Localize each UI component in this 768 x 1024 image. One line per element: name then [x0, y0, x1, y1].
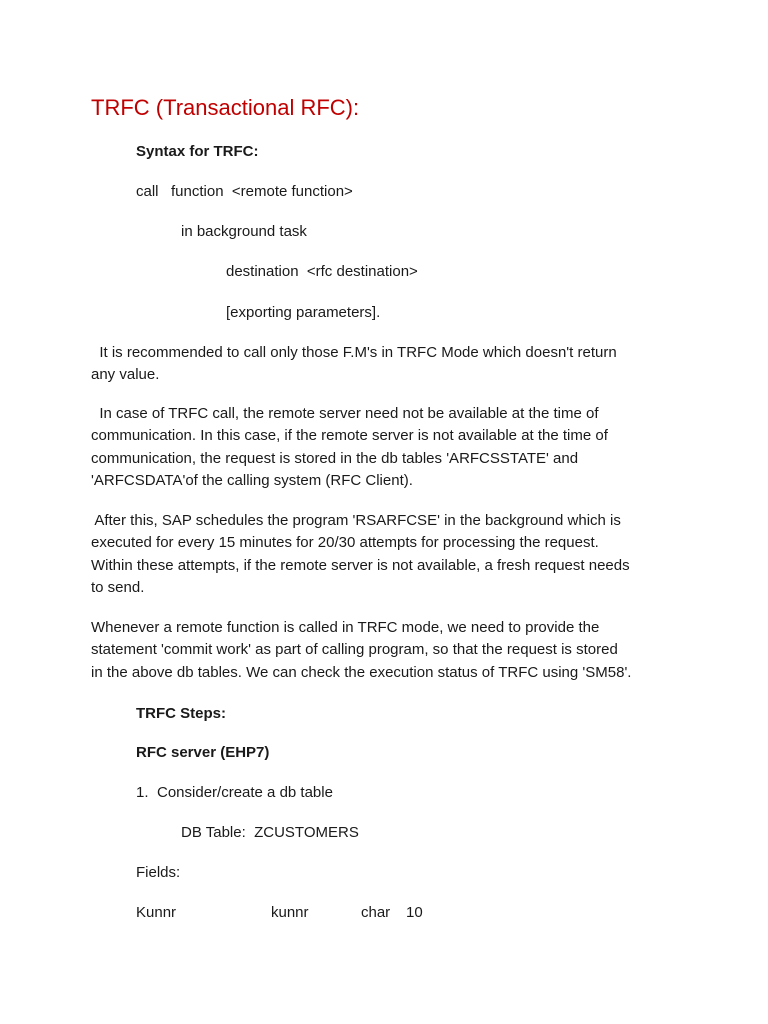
paragraph-line: any value.	[91, 366, 160, 384]
paragraph-commit-work	[91, 617, 691, 684]
db-table-line: DB Table: ZCUSTOMERS	[181, 824, 359, 841]
page-title: TRFC (Transactional RFC):	[91, 95, 360, 120]
syntax-line-destination: destination <rfc destination>	[226, 263, 418, 280]
paragraph-line: Within these attempts, if the remote server is not available, a fresh request needs	[91, 556, 630, 574]
paragraph-line: to send.	[91, 578, 145, 596]
field-data-element: kunnr	[271, 904, 309, 921]
paragraph-line: 'ARFCSDATA'of the calling system (RFC Client).	[91, 471, 413, 489]
paragraph-line: It is recommended to call only those F.M's in TRFC Mode which doesn't return	[91, 344, 617, 361]
paragraph-line: executed for every 15 minutes for 20/30 attempts for processing the request.	[91, 534, 599, 552]
step-text: Consider/create a db table	[157, 784, 333, 801]
rfc-server-heading: RFC server (EHP7)	[136, 744, 270, 761]
field-type: char	[361, 904, 391, 921]
field-length: 10	[406, 904, 423, 921]
paragraph-line: in the above db tables. We can check the execution status of TRFC using 'SM58'.	[91, 663, 632, 681]
paragraph-line: communication. In this case, if the remote server is not available at the time of	[91, 427, 608, 445]
paragraph-schedule	[91, 510, 691, 599]
step-number: 1.	[136, 784, 149, 801]
paragraph-line: In case of TRFC call, the remote server need not be available at the time of	[91, 405, 599, 422]
paragraph-recommendation	[91, 342, 691, 387]
syntax-line-call: call function <remote function>	[136, 183, 353, 200]
field-name: Kunnr	[136, 904, 177, 921]
syntax-line-background: in background task	[181, 223, 307, 240]
syntax-title: Syntax for TRFC:	[136, 143, 259, 160]
syntax-line-exporting: [exporting parameters].	[226, 304, 381, 321]
paragraph-line: statement 'commit work' as part of calling program, so that the request is stored	[91, 641, 618, 659]
paragraph-line: After this, SAP schedules the program 'RSARFCSE' in the background which is	[91, 512, 621, 529]
paragraph-line: Whenever a remote function is called in TRFC mode, we need to provide the	[91, 619, 600, 636]
paragraph-line: communication, the request is stored in the db tables 'ARFCSSTATE' and	[91, 449, 579, 467]
fields-label: Fields:	[136, 864, 181, 881]
paragraph-trfc-call	[91, 403, 691, 492]
steps-title: TRFC Steps:	[136, 705, 226, 722]
